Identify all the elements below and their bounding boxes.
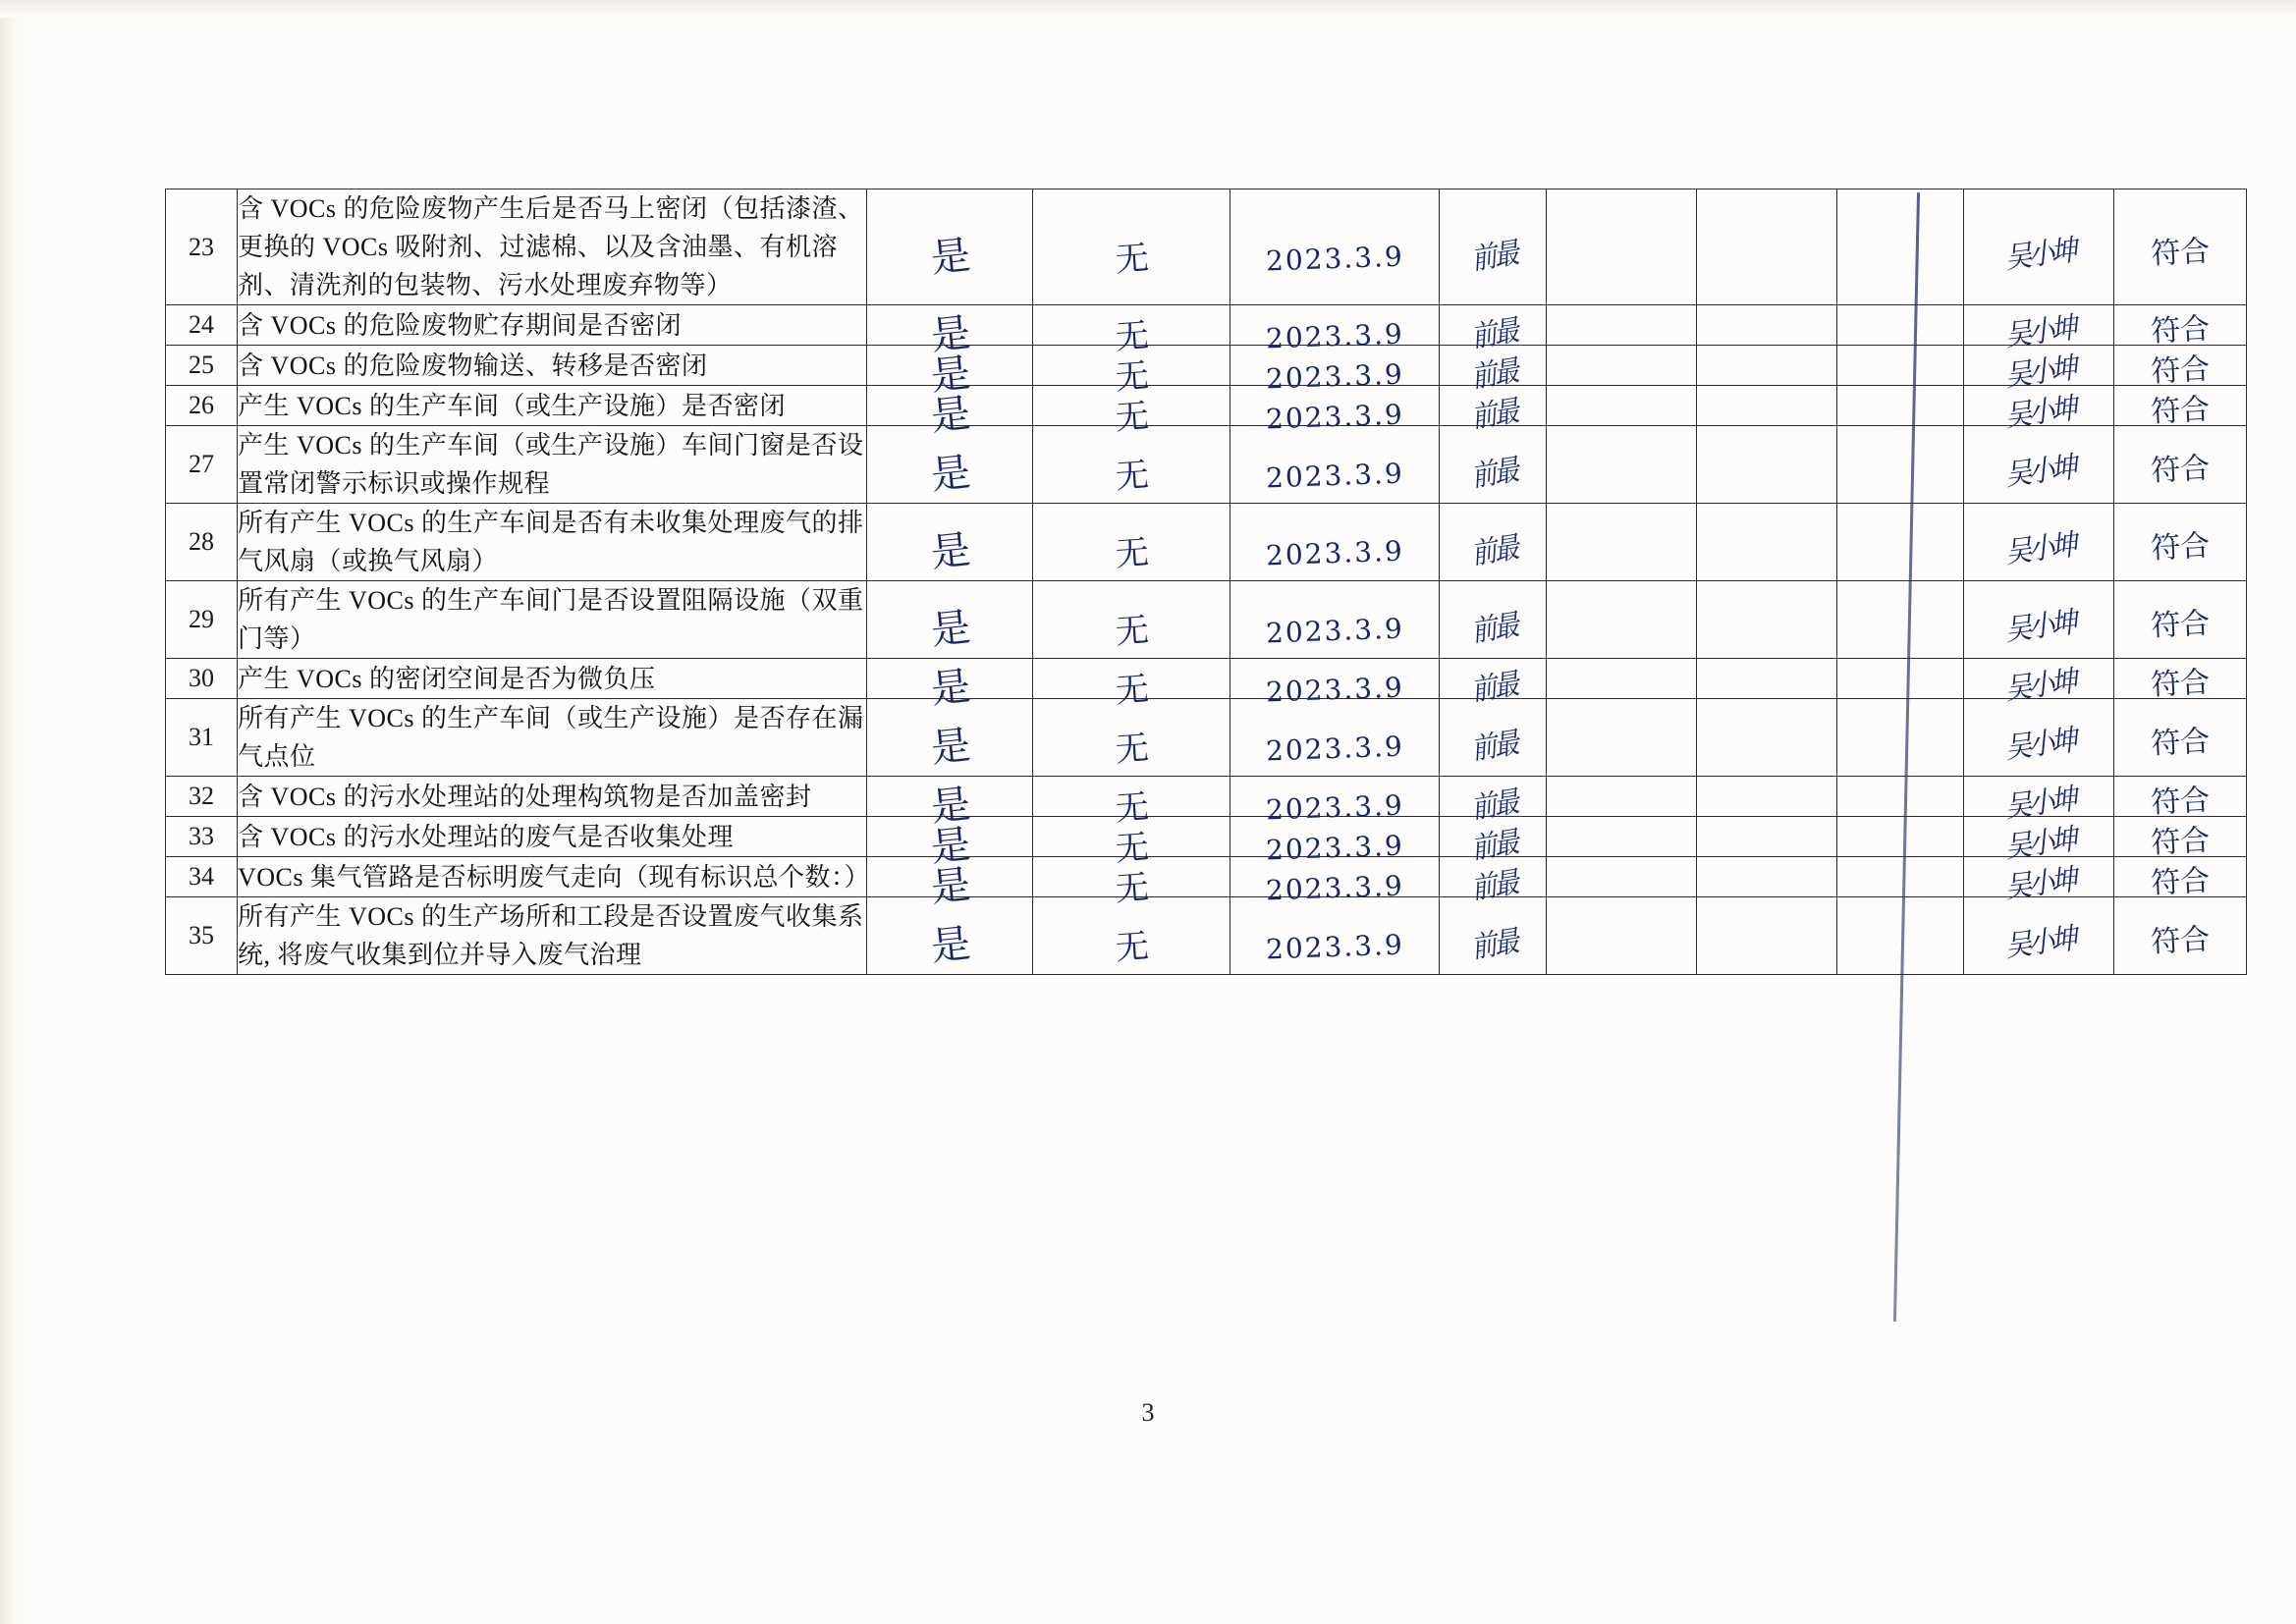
row-col7 <box>1697 386 1837 426</box>
handwritten-problem: 无 <box>1114 455 1151 498</box>
table-row <box>166 426 2247 504</box>
row-conclusion <box>2114 699 2247 777</box>
row-problem <box>1033 817 1230 870</box>
row-number: 28 <box>166 504 238 581</box>
row-col8 <box>1837 504 1964 581</box>
handwritten-answer: 是 <box>928 350 973 400</box>
handwritten-answer: 是 <box>928 309 973 359</box>
row-col6 <box>1547 346 1697 386</box>
handwritten-inspector: 前最 <box>1469 726 1519 768</box>
row-answer <box>867 777 1033 831</box>
row-col7 <box>1697 897 1837 975</box>
row-date <box>1230 699 1440 777</box>
row-date <box>1230 346 1440 396</box>
table-row <box>166 659 2247 699</box>
handwritten-date: 2023.3.9 <box>1265 671 1405 709</box>
row-problem <box>1033 857 1230 910</box>
row-signature <box>1964 386 2114 435</box>
table-row <box>166 386 2247 426</box>
row-problem <box>1033 426 1230 504</box>
row-answer <box>867 699 1033 777</box>
row-col6 <box>1547 817 1697 857</box>
handwritten-signature: 吴小坤 <box>2002 862 2076 906</box>
row-inspector <box>1440 897 1547 975</box>
row-signature <box>1964 426 2114 504</box>
handwritten-inspector: 前最 <box>1469 394 1519 436</box>
handwritten-problem: 无 <box>1114 867 1151 910</box>
row-col8 <box>1837 857 1964 897</box>
row-number: 25 <box>166 346 238 386</box>
handwritten-date: 2023.3.9 <box>1265 612 1405 650</box>
row-col7 <box>1697 426 1837 504</box>
row-col6 <box>1547 581 1697 659</box>
row-answer <box>867 386 1033 440</box>
row-col8 <box>1837 581 1964 659</box>
row-col6 <box>1547 426 1697 504</box>
row-date <box>1230 504 1440 581</box>
table-row <box>166 305 2247 346</box>
row-signature <box>1964 857 2114 906</box>
row-item-text: VOCs 集气管路是否标明废气走向（现有标识总个数：） <box>238 857 867 897</box>
row-number: 30 <box>166 659 238 699</box>
row-inspector <box>1440 817 1547 867</box>
row-answer <box>867 897 1033 975</box>
row-col8 <box>1837 386 1964 426</box>
row-answer <box>867 504 1033 581</box>
scan-edge-left <box>0 0 26 1624</box>
row-date <box>1230 305 1440 355</box>
handwritten-inspector: 前最 <box>1469 353 1519 396</box>
row-signature <box>1964 897 2114 975</box>
handwritten-date: 2023.3.9 <box>1265 928 1405 966</box>
row-col6 <box>1547 386 1697 426</box>
handwritten-inspector: 前最 <box>1469 313 1519 355</box>
row-date <box>1230 581 1440 659</box>
handwritten-date: 2023.3.9 <box>1265 398 1405 436</box>
row-inspector <box>1440 581 1547 659</box>
row-number: 23 <box>166 189 238 305</box>
handwritten-problem: 无 <box>1114 669 1151 712</box>
row-answer <box>867 817 1033 871</box>
handwritten-date: 2023.3.9 <box>1265 357 1405 396</box>
row-col8 <box>1837 699 1964 777</box>
row-signature <box>1964 189 2114 305</box>
row-col8 <box>1837 659 1964 699</box>
handwritten-problem: 无 <box>1114 786 1151 830</box>
row-answer <box>867 189 1033 305</box>
handwritten-inspector: 前最 <box>1469 236 1519 277</box>
row-item-text: 所有产生 VOCs 的生产车间是否有未收集处理废气的排气风扇（或换气风扇） <box>238 504 867 581</box>
handwritten-signature: 吴小坤 <box>2002 782 2076 826</box>
handwritten-answer: 是 <box>928 821 973 871</box>
row-conclusion <box>2114 581 2247 659</box>
row-answer <box>867 305 1033 359</box>
handwritten-date: 2023.3.9 <box>1265 457 1405 495</box>
handwritten-signature: 吴小坤 <box>2002 527 2076 571</box>
handwritten-signature: 吴小坤 <box>2002 605 2076 649</box>
row-date <box>1230 897 1440 975</box>
handwritten-inspector: 前最 <box>1469 453 1519 495</box>
row-item-text: 产生 VOCs 的生产车间（或生产设施）是否密闭 <box>238 386 867 426</box>
handwritten-date: 2023.3.9 <box>1265 788 1405 827</box>
row-inspector <box>1440 346 1547 396</box>
handwritten-date: 2023.3.9 <box>1265 534 1405 572</box>
inspection-table-wrapper <box>165 189 2235 975</box>
row-conclusion <box>2114 426 2247 504</box>
row-col7 <box>1697 777 1837 817</box>
row-answer <box>867 857 1033 911</box>
row-conclusion <box>2114 659 2247 703</box>
row-problem <box>1033 581 1230 659</box>
handwritten-signature: 吴小坤 <box>2002 351 2076 395</box>
row-date <box>1230 777 1440 827</box>
handwritten-conclusion: 符合 <box>2150 233 2212 272</box>
row-inspector <box>1440 426 1547 504</box>
row-item-text: 所有产生 VOCs 的生产场所和工段是否设置废气收集系统, 将废气收集到位并导入废气治理 <box>238 897 867 975</box>
row-number: 26 <box>166 386 238 426</box>
row-item-text: 含 VOCs 的危险废物输送、转移是否密闭 <box>238 346 867 386</box>
handwritten-conclusion: 符合 <box>2150 665 2212 703</box>
handwritten-inspector: 前最 <box>1469 825 1519 867</box>
handwritten-conclusion: 符合 <box>2150 528 2212 567</box>
row-date <box>1230 386 1440 436</box>
row-signature <box>1964 504 2114 581</box>
handwritten-signature: 吴小坤 <box>2002 233 2076 276</box>
handwritten-conclusion: 符合 <box>2150 823 2212 861</box>
handwritten-problem: 无 <box>1114 238 1151 280</box>
handwritten-conclusion: 符合 <box>2150 311 2212 350</box>
row-conclusion <box>2114 386 2247 430</box>
table-row <box>166 897 2247 975</box>
row-problem <box>1033 346 1230 399</box>
row-problem <box>1033 777 1230 830</box>
row-problem <box>1033 897 1230 975</box>
handwritten-inspector: 前最 <box>1469 667 1519 709</box>
row-col6 <box>1547 857 1697 897</box>
row-col7 <box>1697 857 1837 897</box>
row-col7 <box>1697 817 1837 857</box>
row-number: 27 <box>166 426 238 504</box>
inspection-table <box>165 189 2247 975</box>
row-date <box>1230 659 1440 709</box>
row-date <box>1230 817 1440 867</box>
row-problem <box>1033 189 1230 305</box>
handwritten-answer: 是 <box>928 920 973 970</box>
table-body <box>166 189 2247 975</box>
table-row <box>166 777 2247 817</box>
handwritten-inspector: 前最 <box>1469 924 1519 966</box>
row-conclusion <box>2114 189 2247 305</box>
row-col7 <box>1697 659 1837 699</box>
row-answer <box>867 581 1033 659</box>
row-item-text: 含 VOCs 的污水处理站的处理构筑物是否加盖密封 <box>238 777 867 817</box>
row-col6 <box>1547 659 1697 699</box>
row-col6 <box>1547 305 1697 346</box>
handwritten-problem: 无 <box>1114 827 1151 870</box>
handwritten-inspector: 前最 <box>1469 530 1519 572</box>
table-row <box>166 857 2247 897</box>
handwritten-date: 2023.3.9 <box>1265 730 1405 768</box>
row-signature <box>1964 346 2114 395</box>
handwritten-conclusion: 符合 <box>2150 451 2212 489</box>
row-signature <box>1964 581 2114 659</box>
row-col8 <box>1837 777 1964 817</box>
row-number: 29 <box>166 581 238 659</box>
row-col6 <box>1547 699 1697 777</box>
handwritten-answer: 是 <box>928 526 973 576</box>
handwritten-answer: 是 <box>928 449 973 499</box>
handwritten-conclusion: 符合 <box>2150 392 2212 430</box>
row-number: 35 <box>166 897 238 975</box>
row-item-text: 所有产生 VOCs 的生产车间（或生产设施）是否存在漏气点位 <box>238 699 867 777</box>
row-item-text: 产生 VOCs 的生产车间（或生产设施）车间门窗是否设置常闭警示标识或操作规程 <box>238 426 867 504</box>
handwritten-date: 2023.3.9 <box>1265 317 1405 355</box>
row-item-text: 含 VOCs 的危险废物贮存期间是否密闭 <box>238 305 867 346</box>
handwritten-signature: 吴小坤 <box>2002 822 2076 866</box>
row-signature <box>1964 777 2114 826</box>
table-row <box>166 699 2247 777</box>
table-row <box>166 581 2247 659</box>
handwritten-conclusion: 符合 <box>2150 922 2212 960</box>
row-col8 <box>1837 817 1964 857</box>
row-col8 <box>1837 346 1964 386</box>
row-number: 33 <box>166 817 238 857</box>
row-col6 <box>1547 777 1697 817</box>
row-col7 <box>1697 346 1837 386</box>
row-number: 34 <box>166 857 238 897</box>
handwritten-problem: 无 <box>1114 926 1151 969</box>
handwritten-signature: 吴小坤 <box>2002 723 2076 767</box>
page-number: 3 <box>1141 1398 1155 1427</box>
row-item-text: 所有产生 VOCs 的生产车间门是否设置阻隔设施（双重门等） <box>238 581 867 659</box>
table-row <box>166 817 2247 857</box>
handwritten-signature: 吴小坤 <box>2002 664 2076 708</box>
row-col8 <box>1837 426 1964 504</box>
row-inspector <box>1440 305 1547 355</box>
row-conclusion <box>2114 504 2247 581</box>
row-conclusion <box>2114 777 2247 821</box>
row-signature <box>1964 699 2114 777</box>
handwritten-answer: 是 <box>928 232 973 282</box>
row-inspector <box>1440 386 1547 436</box>
handwritten-problem: 无 <box>1114 728 1151 771</box>
row-inspector <box>1440 189 1547 305</box>
row-col7 <box>1697 305 1837 346</box>
row-col7 <box>1697 504 1837 581</box>
row-inspector <box>1440 659 1547 709</box>
row-problem <box>1033 305 1230 358</box>
row-inspector <box>1440 857 1547 907</box>
handwritten-problem: 无 <box>1114 315 1151 358</box>
row-number: 32 <box>166 777 238 817</box>
row-signature <box>1964 817 2114 866</box>
handwritten-problem: 无 <box>1114 532 1151 575</box>
row-problem <box>1033 659 1230 712</box>
row-number: 24 <box>166 305 238 346</box>
handwritten-conclusion: 符合 <box>2150 606 2212 644</box>
handwritten-answer: 是 <box>928 722 973 772</box>
handwritten-answer: 是 <box>928 390 973 440</box>
row-inspector <box>1440 777 1547 827</box>
row-col8 <box>1837 305 1964 346</box>
row-col8 <box>1837 897 1964 975</box>
handwritten-inspector: 前最 <box>1469 608 1519 650</box>
row-date <box>1230 426 1440 504</box>
row-answer <box>867 659 1033 713</box>
handwritten-date: 2023.3.9 <box>1265 869 1405 907</box>
row-conclusion <box>2114 305 2247 350</box>
row-col7 <box>1697 699 1837 777</box>
row-problem <box>1033 699 1230 777</box>
handwritten-conclusion: 符合 <box>2150 724 2212 762</box>
handwritten-signature: 吴小坤 <box>2002 310 2076 354</box>
row-col7 <box>1697 581 1837 659</box>
row-conclusion <box>2114 897 2247 975</box>
row-signature <box>1964 305 2114 354</box>
row-date <box>1230 189 1440 305</box>
row-item-text: 含 VOCs 的污水处理站的废气是否收集处理 <box>238 817 867 857</box>
row-conclusion <box>2114 817 2247 861</box>
row-col7 <box>1697 189 1837 305</box>
handwritten-conclusion: 符合 <box>2150 352 2212 390</box>
handwritten-conclusion: 符合 <box>2150 783 2212 821</box>
handwritten-answer: 是 <box>928 663 973 713</box>
handwritten-inspector: 前最 <box>1469 865 1519 907</box>
row-problem <box>1033 386 1230 439</box>
row-col6 <box>1547 189 1697 305</box>
row-conclusion <box>2114 346 2247 390</box>
row-item-text: 含 VOCs 的危险废物产生后是否马上密闭（包括漆渣、更换的 VOCs 吸附剂、过滤棉、以及含油墨、有机溶剂、清洗剂的包装物、污水处理废弃物等） <box>238 189 867 305</box>
row-item-text: 产生 VOCs 的密闭空间是否为微负压 <box>238 659 867 699</box>
scan-edge-top <box>0 0 2296 18</box>
handwritten-problem: 无 <box>1114 396 1151 439</box>
table-row <box>166 189 2247 305</box>
handwritten-date: 2023.3.9 <box>1265 829 1405 867</box>
handwritten-signature: 吴小坤 <box>2002 450 2076 494</box>
row-col6 <box>1547 504 1697 581</box>
row-inspector <box>1440 504 1547 581</box>
handwritten-inspector: 前最 <box>1469 785 1519 827</box>
handwritten-answer: 是 <box>928 781 973 831</box>
row-number: 31 <box>166 699 238 777</box>
row-date <box>1230 857 1440 907</box>
row-conclusion <box>2114 857 2247 901</box>
handwritten-date: 2023.3.9 <box>1265 240 1405 277</box>
row-answer <box>867 426 1033 504</box>
handwritten-answer: 是 <box>928 604 973 654</box>
handwritten-signature: 吴小坤 <box>2002 391 2076 435</box>
handwritten-problem: 无 <box>1114 610 1151 653</box>
row-inspector <box>1440 699 1547 777</box>
row-col8 <box>1837 189 1964 305</box>
row-col6 <box>1547 897 1697 975</box>
handwritten-answer: 是 <box>928 861 973 911</box>
handwritten-signature: 吴小坤 <box>2002 921 2076 965</box>
table-row <box>166 504 2247 581</box>
row-signature <box>1964 659 2114 708</box>
handwritten-problem: 无 <box>1114 355 1151 399</box>
handwritten-conclusion: 符合 <box>2150 863 2212 901</box>
row-answer <box>867 346 1033 400</box>
row-problem <box>1033 504 1230 581</box>
table-row <box>166 346 2247 386</box>
